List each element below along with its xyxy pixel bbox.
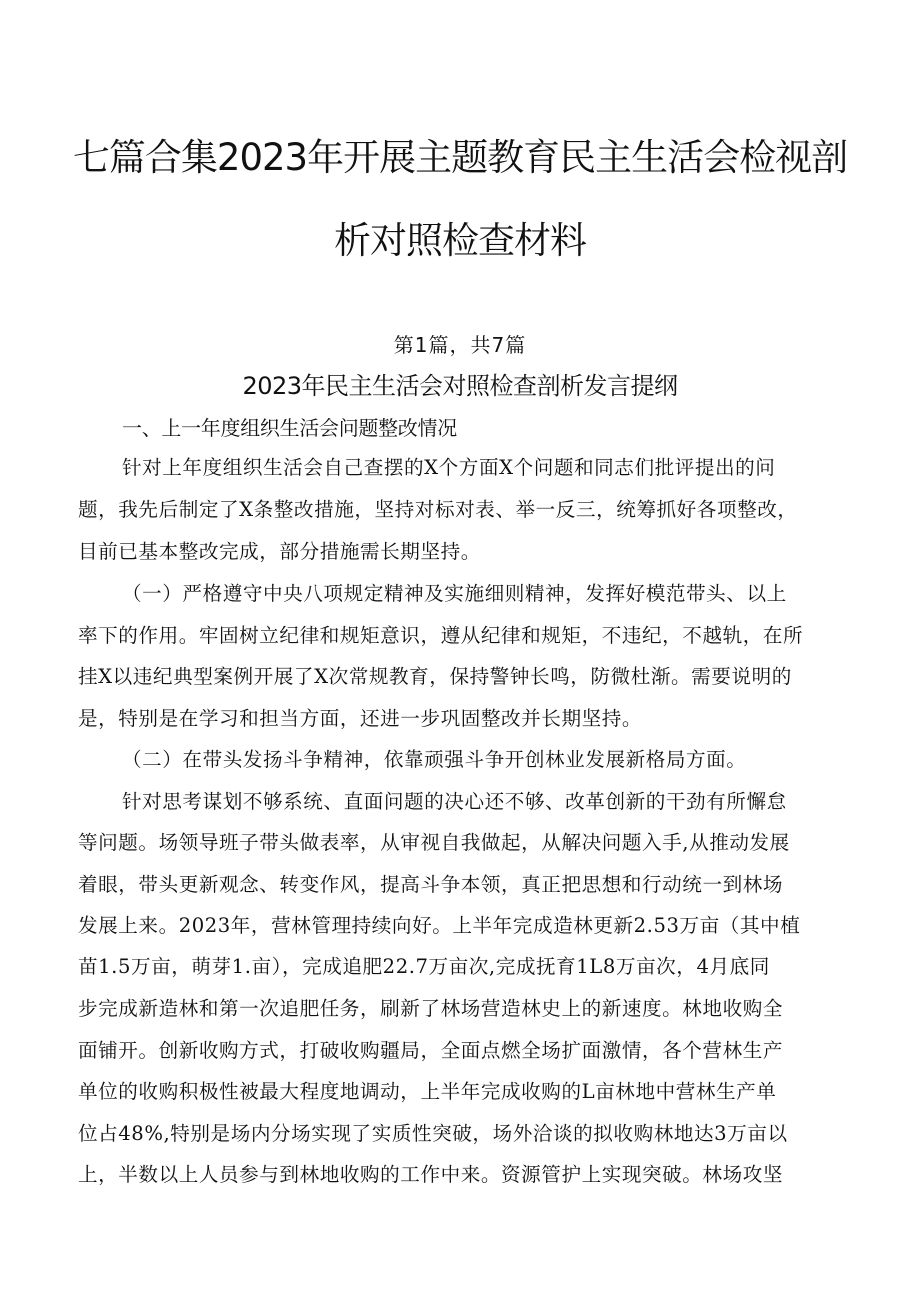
paragraph-line: 挂X以违纪典型案例开展了X次常规教育，保持警钟长鸣，防微杜渐。需要说明的 <box>78 665 792 688</box>
paragraph-line: 发展上来。2023年，营林管理持续向好。上半年完成造林更新2.53万亩（其中植 <box>78 914 801 937</box>
piece-indicator: 第1篇，共7篇 <box>393 333 527 357</box>
paragraph-line: 针对上年度组织生活会自己查摆的X个方面X个问题和同志们批评提出的问 <box>122 456 776 479</box>
paragraph-line: 面铺开。创新收购方式，打破收购疆局，全面点燃全场扩面激情，各个营林生产 <box>78 1039 784 1062</box>
paragraph-line: 等问题。场领导班子带头做表率，从审视自我做起，从解决问题入手,从推动发展 <box>78 831 790 854</box>
paragraph-line: 步完成新造林和第一次追肥任务，刷新了林场营造林史上的新速度。林地收购全 <box>78 997 784 1020</box>
document-title-line-1: 七篇合集2023年开展主题教育民主生活会检视剖 <box>72 136 848 179</box>
paragraph-line: 目前已基本整改完成，部分措施需长期坚持。 <box>78 540 481 563</box>
paragraph-line: 率下的作用。牢固树立纪律和规矩意识，遵从纪律和规矩，不违纪，不越轨，在所 <box>78 624 804 647</box>
paragraph-line: 着眼，带头更新观念、转变作风，提高斗争本领，真正把思想和行动统一到林场 <box>78 873 784 896</box>
paragraph-line: （二）在带头发扬斗争精神，依靠顽强斗争开创林业发展新格局方面。 <box>122 748 747 771</box>
document-title-line-2: 析对照检查材料 <box>334 219 586 262</box>
paragraph-line: 题，我先后制定了X条整改措施，坚持对标对表、举一反三，统筹抓好各项整改， <box>78 498 798 521</box>
article-title: 2023年民主生活会对照检查剖析发言提纲 <box>242 372 678 400</box>
section-heading: 一、上一年度组织生活会问题整改情况 <box>122 416 457 440</box>
paragraph-line: 位占48%,特别是场内分场实现了实质性突破，场外洽谈的拟收购林地达3万亩以 <box>78 1122 788 1145</box>
paragraph-line: （一）严格遵守中央八项规定精神及实施细则精神，发挥好模范带头、以上 <box>122 582 787 605</box>
paragraph-line: 单位的收购积极性被最大程度地调动，上半年完成收购的L亩林地中营林生产单 <box>78 1080 777 1103</box>
paragraph-line: 是，特别是在学习和担当方面，还进一步巩固整改并长期坚持。 <box>78 707 643 730</box>
paragraph-line: 针对思考谋划不够系统、直面问题的决心还不够、改革创新的干劲有所懈怠 <box>122 790 787 813</box>
paragraph-line: 苗1.5万亩，萌芽1.亩），完成追肥22.7万亩次,完成抚育1L8万亩次，4月底同 <box>78 955 770 978</box>
paragraph-line: 上，半数以上人员参与到林地收购的工作中来。资源管护上实现突破。林场攻坚 <box>78 1163 784 1186</box>
